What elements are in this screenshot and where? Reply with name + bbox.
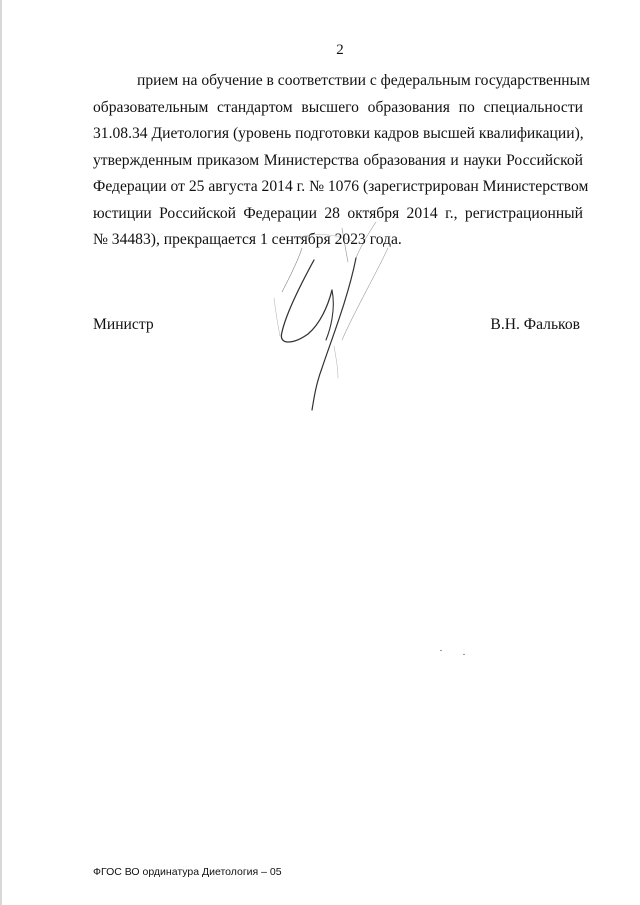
signatory-name: В.Н. Фальков xyxy=(490,316,580,333)
handwritten-signature xyxy=(256,218,416,418)
page-edge xyxy=(0,0,2,905)
scan-speck xyxy=(463,654,465,655)
body-line-4: утвержденным приказом Министерства образования и науки Российской xyxy=(93,151,583,169)
body-line-5: Федерации от 25 августа 2014 г. № 1076 (зарегистрирован Министерством xyxy=(93,178,589,195)
body-line-1: прием на обучение в соответствии с федеральным государственным xyxy=(137,72,590,89)
body-line-2: образовательным стандартом высшего образования по специальности xyxy=(93,98,583,116)
body-line-6: юстиции Российской Федерации 28 октября 2014 г., регистрационный xyxy=(93,204,583,222)
page-number: 2 xyxy=(336,42,344,58)
scan-speck xyxy=(440,650,442,651)
body-line-3: 31.08.34 Диетология (уровень подготовки кадров высшей квалификации), xyxy=(93,125,584,142)
signatory-position: Министр xyxy=(93,316,154,333)
body-line-7: № 34483), прекращается 1 сентября 2023 года. xyxy=(93,231,402,248)
document-footer-code: ФГОС ВО ординатура Диетология – 05 xyxy=(93,866,282,878)
